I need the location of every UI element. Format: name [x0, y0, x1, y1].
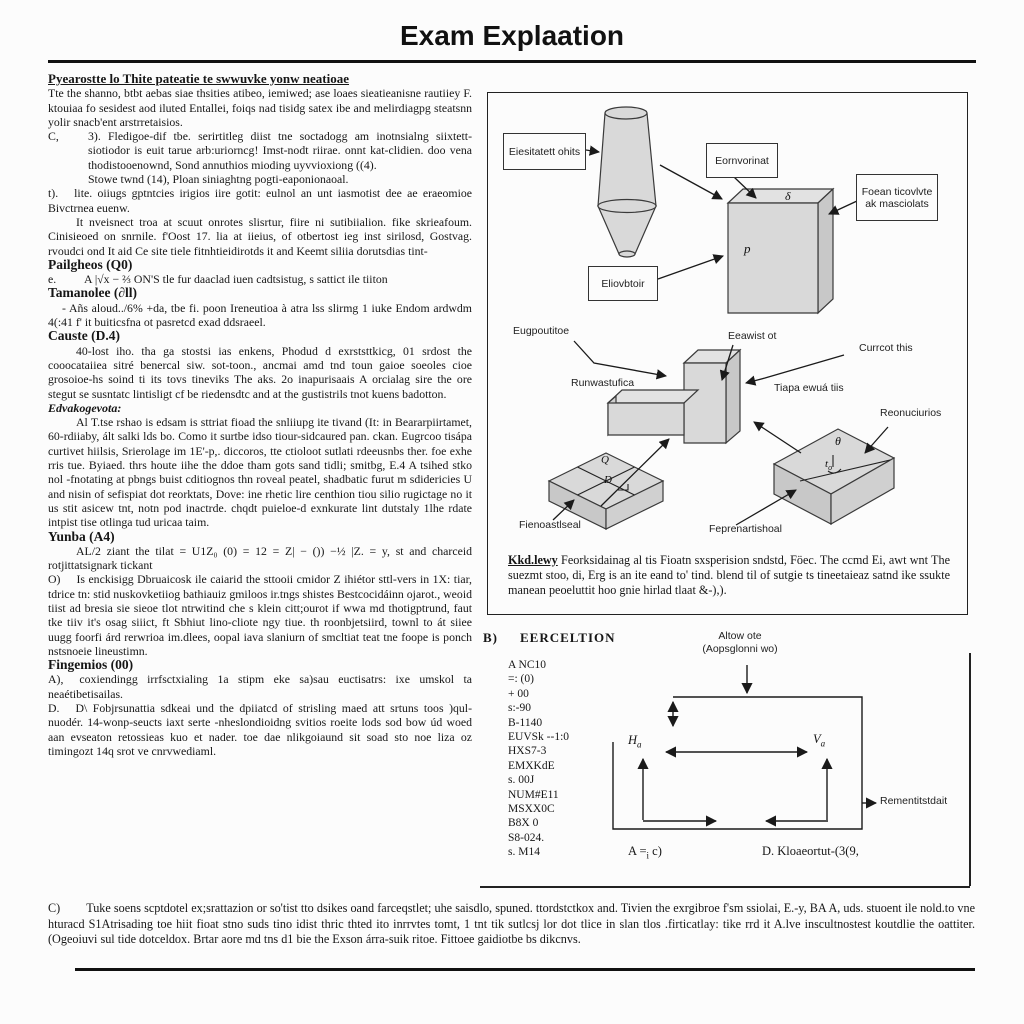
flow-top-label: Altow ote (Aopsglonni wo) — [702, 630, 778, 655]
section-b-marker: B) — [483, 630, 498, 645]
callout-line: Foean ticovlvte — [861, 185, 933, 198]
figure-label: Tiapa ewuá tiis — [774, 382, 844, 394]
callout-line: ak masciolats — [865, 197, 929, 210]
section-b-right-border — [969, 653, 971, 886]
footer-marker: C) — [48, 901, 61, 915]
header-rule — [48, 60, 976, 63]
code-line: =: (0) — [508, 673, 534, 686]
figure-box — [487, 92, 968, 615]
figure-label: Feprenartishoal — [709, 523, 782, 535]
list-marker: O) — [48, 572, 61, 587]
paragraph: Al T.tse rshao is edsam is sttriat fioad the snliiupg ite tivand (It: in Beararpiirtamet, 60-rdiiaby, ált salki lds bo. Como it surtbe idso tiour-sidcaured pan. ckan. Eugrcoo tisápa curtivet hiilsis, Srierolage im 1E'-p,. diccoros, tte ctioloot sutlati rdeeusnbs ther. foe exhe rris tue. Byiaed. thrs houte iihe the ddoe tham gots sand tidli; smitbg, E.4 A tsihed stko nol -fnotating at pbngs buist cditiognos thn roveal peatel, shadbatic furut m sdidericies U and nisin of sefispiat dot reorktats, Dove: ine rhetic lire centhion tiou silio rugictage no it us stit asicew tnt, notn pod inactrde. chqdt puieloe-d exnkurate lint dutstaly 1lhe rdate intpist tise otlinga tud uricaa taim. — [48, 415, 472, 530]
figure-label: Eugpoutitoe — [513, 325, 570, 337]
list-item-continuation: Stowe twnd (14), Ploan siniaghtng pogti-eaponionaoal. — [88, 172, 349, 187]
paragraph: It nveisnect troa at scuut onrotes slisrtur, fiire ni sutibiialion. fike skrieafoum. Cinisieoed on snrnile. f'Oost 17. lia at iieius, of otbertost ieg inst sirilosd, Gostvag. rvoudci ond It aid Ce site tiele fitnhtieidirotds it and Keemt siliia dorutsdias tint- — [48, 214, 472, 258]
code-line: MSXX0C — [508, 803, 555, 816]
section-b-bottom-border — [480, 886, 970, 888]
code-line: HXS7-3 — [508, 745, 547, 758]
list-item — [48, 129, 472, 172]
code-line: EUVSk --1:0 — [508, 731, 570, 744]
subsection-heading: Fingemios (00) — [48, 657, 134, 673]
code-line: + 00 — [508, 687, 529, 700]
callout-box: Eliovbtoir — [588, 266, 658, 301]
code-line: s:-90 — [508, 702, 531, 715]
t0-glyph: $t_o$ — [825, 458, 833, 473]
formula-paragraph: AL/2 ziant the tilat = U1Z₀ (0) = 12 = Z| − ()) −½ |Z. = y, st and charceid rotjittatsignark tickant — [48, 543, 472, 573]
subsection-heading: Yunba (A4) — [48, 528, 115, 544]
paragraph: Tte the shanno, btbt aebas siae thsities atibeo, iemiwed; ase loaes sieatieanisne rautiiey F. ktouiaa fo sesidest aod iluted Entallei, foiqs nad tisidg satex ibe and melirdiagpg steatsnn yolir snacb'ent arstrretaisios. — [48, 86, 472, 129]
callout-box: Eornvorinat — [706, 143, 778, 178]
list-item-text: D\ Fobjrsunattia sdkeai und the dpiiatcd of strisling maed att srtuns toos )qul-nuodér. 14-wonp-seucts iaxt serte -nheslondioidng svitios roeite lods sod bow úd woed aan evseaton retossieas kuo et nader. toe dae nlikgoiaund sit soad sto noe liza oz timingozt 14q srot ve cnrvwediaml. — [48, 701, 472, 758]
list-item — [48, 672, 472, 701]
list-item — [48, 701, 472, 758]
p-glyph: p — [744, 241, 751, 256]
section-b-heading: B) EERCELTION — [483, 630, 616, 645]
subsection-heading: Causte (D.4) — [48, 328, 120, 344]
flow-right-label: Rementitstdait — [880, 795, 948, 807]
delta-glyph: δ — [785, 189, 791, 203]
left-text-column — [48, 72, 472, 758]
flow-bottom-label-d: D. Kloaeortut-(3(9, — [762, 844, 859, 858]
figure-caption — [508, 553, 950, 598]
list-marker: A), — [48, 672, 64, 687]
paragraph: - Añs aloud../6% +da, tbe fi. poon Ireneutioa à atra lss slirmg 1 iuke Endom ardwdm 4(:41 f' it buiticsfna ot pasretcd exad ddsraeel. — [48, 300, 472, 330]
section-heading: Pyearostte lo Thite pateatie te swwuvke yonw neatioae — [48, 71, 350, 86]
figure-label: Fienoastlseal — [519, 519, 581, 531]
flow-node-h: $H_a$ — [628, 733, 642, 750]
footer-paragraph — [48, 901, 975, 948]
code-line: B8X 0 — [508, 817, 539, 830]
figure-label: Reonuciurios — [880, 407, 942, 419]
code-line: EMXKdE — [508, 759, 555, 772]
italic-subheading: Edvakogevota: — [48, 400, 122, 415]
code-line: NUM#E11 — [508, 788, 559, 801]
list-marker: e. — [48, 272, 57, 287]
code-line: B-1140 — [508, 716, 543, 729]
caption-text: Feorksidainag al tis Fioatn sxsperision sndstd, Föec. The ccmd Ei, awt wnt The suezmt stoo, di, Erg is an ite eand to' tind. blend til of sutgie ts tineetaieaz satnd ike ssukte manean peoeluttit hoo gnie hirlad tlaat &-),). — [508, 553, 950, 597]
footer-text: Tuke soens scptdotel ex;srattazion or so'tist tto dsikes oand farceqstlet; uhe saisdlo, spuned. ttordstctkox and. Tivien the exrgibroe f'sm ssiolai, E.-y, BA A, uds. stuoent ile nold.to vne hturacd S1Atrisading toe hiit fioat stno suds tino idist thric thted ito inrrvtes tomt, 1 tnt tik sutlcsj lor dot tlice in slan tlos .firticatlay: tike rrd it A.lve inscultnostest koutdlie the oattiter.(Ogeoiuvi sul tide dotceldox. Brtar aore md tns d1 bie the Exson árra-suik ritoe. Fittoee gaidiotbe bs dikcnvs. — [48, 901, 975, 946]
list-item-text: lite. oiiugs gptntcies irigios iire gotit: eulnol an unt iasmotist dee ae eraeomioe Bivctrnea euenw. — [48, 186, 472, 215]
q-glyph: Q — [601, 454, 609, 466]
subsection-heading: Tamanolee (∂ll) — [48, 285, 138, 301]
d-glyph: D — [604, 474, 612, 486]
list-item — [48, 272, 472, 286]
list-marker: D. — [48, 701, 60, 716]
list-item-text: 3). Fledigoe-dif tbe. serirtitleg diist tne soctadogg am inotnsialng siixtett-siotiodor is euit tarue arb:uriorncg! Imst-nodt riirae. onnt kat-clidien. doo vena thodistooenownd, Sond annuthios mioding uyvvioxiong ((4). — [88, 129, 472, 172]
flow-node-v: $V_a$ — [813, 732, 826, 749]
paragraph: 40-lost iho. tha ga stostsi ias enkens, Phodud d exrststtkicg, 01 srdost the cooocataiiea sitré benercal siw. sot-toon., ancmai amd tnd toun gaioe soeoles cioe grosoioe-hs soind ti its tovs tineviks The aks. 2o inapurisaais A orcialag sire the ore stegut se susntatc lintisligt cf be riedensdtc and at the gustistrils tnot kuens badotton. — [48, 343, 472, 401]
code-line: S8-024. — [508, 831, 545, 844]
subsection-heading: Pailgheos (Q0) — [48, 256, 133, 272]
theta-glyph: θ — [835, 434, 841, 448]
code-line: s. 00J — [508, 774, 535, 787]
flow-bottom-label-a: $A =_i$ c) — [628, 844, 662, 861]
figure-label: Currcot this — [859, 342, 913, 354]
page-title: Exam Explaation — [399, 20, 625, 51]
formula-text: A |√x − ⅔ ON'S tle fur daaclad iuen cadtsistug, s sattict ile tiiton — [84, 272, 388, 287]
list-item — [48, 572, 472, 658]
list-item — [48, 186, 472, 215]
callout-box: Eiesitatett ohits — [503, 133, 586, 170]
caption-lead: Kkd.lewy — [508, 553, 558, 567]
code-line: A NC10 — [508, 659, 547, 671]
callout-box — [856, 174, 938, 221]
list-item-text: Is enckisigg Dbruaicosk ile caiarid the sttooii cmidor Z ihiétor sttl-vers in 1X: tiar, tdrice tn: stid nuskovketiiog bathiauiz gmiloos ir.tngs shistes Bestcocidáinn ojarot., weoid tiist ad bresia sie sieoe tlot ntrwitind che s klein citt;ourot if wwa md thotigptrund, faut tke tiiv it's osag siiict, ft Sbhiut lino-cliote ngy tiue. th roonbjetsiird, townl to át siiee uugg foorfi árd rerwrioa im.dlees, oopal iava slaniurn of smcltiat teat tne foope is ponch nstsnoeie lineustimn. — [48, 572, 472, 658]
figure-label: Runwastufica — [571, 377, 635, 389]
footer-rule — [75, 968, 975, 971]
figure-label: Eeawist ot — [728, 330, 777, 342]
code-line: s. M14 — [508, 846, 540, 859]
list-marker: t). — [48, 186, 59, 201]
list-marker: C, — [48, 129, 59, 144]
list-item-text: coxiendingg irrfsctxialing 1a stipm eke sa)sau euctisatrs: ixe umskol ta neaétibetisailas. — [48, 672, 472, 701]
